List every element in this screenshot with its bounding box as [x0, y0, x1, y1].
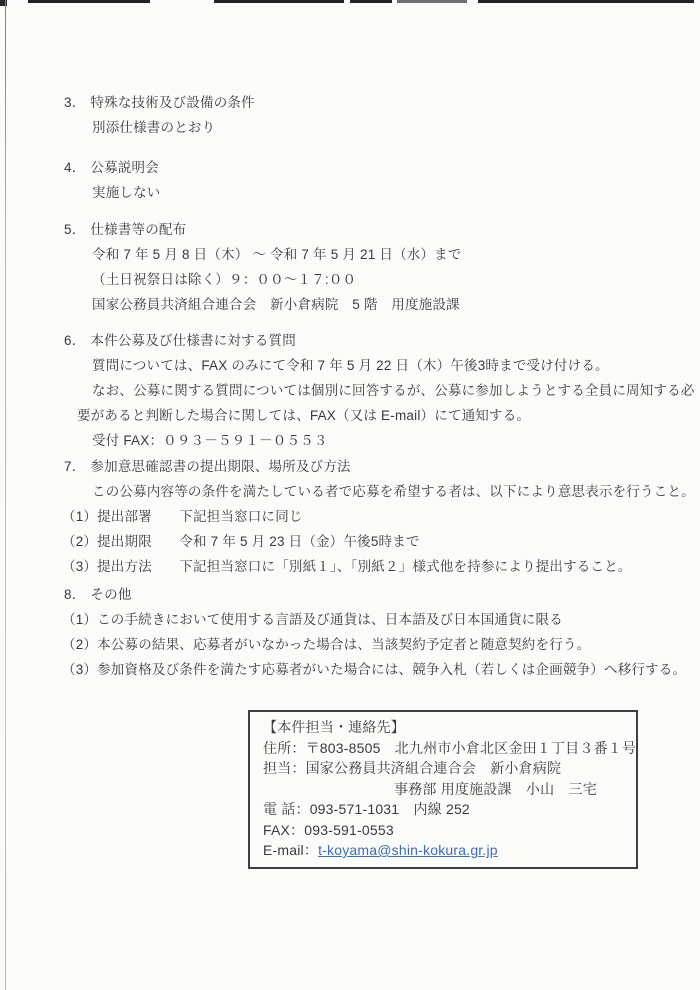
scan-edge-artifact-top	[350, 0, 392, 3]
section-number: 3．	[64, 95, 86, 110]
text-line: （2）本公募の結果、応募者がいなかった場合は、当該契約予定者と随意契約を行う。	[62, 637, 591, 652]
text-line: 受付 FAX：０９３－５９１－０５５３	[92, 433, 328, 448]
section-title: その他	[90, 587, 132, 602]
section-title: 特殊な技術及び設備の条件	[90, 95, 255, 110]
section-heading	[64, 582, 676, 607]
section-heading	[64, 217, 676, 242]
email-link[interactable]: t-koyama@shin-kokura.gr.jp	[318, 842, 498, 858]
text-line: （3）提出方法 下記担当窓口に「別紙１」、「別紙２」様式他を持参により提出すること。	[62, 559, 632, 574]
text-line: 令和 7 年 5 月 8 日（木） ～ 令和 7 年 5 月 21 日（水）まで	[92, 247, 462, 262]
text-line: 国家公務員共済組合連合会 新小倉病院 5 階 用度施設課	[92, 297, 460, 312]
text-line: （3）参加資格及び条件を満たす応募者がいた場合には、競争入札（若しくは企画競争）へ移行する。	[62, 662, 687, 677]
section-title: 本件公募及び仕様書に対する質問	[90, 333, 296, 348]
contact-email-line	[263, 840, 626, 861]
contact-email-label: E-mail：	[263, 842, 319, 858]
text-line: なお、公募に関する質問については個別に回答するが、公募に参加しようとする全員に周知する必	[92, 383, 695, 398]
contact-charge-dept: 事務部 用度施設課 小山 三宅	[394, 780, 597, 797]
text-line: （1）提出部署 下記担当窓口に同じ	[62, 509, 303, 524]
section-heading	[64, 454, 676, 479]
section-6	[64, 328, 695, 453]
text-line: この公募内容等の条件を満たしている者で応募を希望する者は、以下により意思表示を行うこと。	[92, 484, 695, 499]
section-title: 仕様書等の配布	[90, 222, 187, 237]
section-number: 4．	[64, 160, 86, 175]
contact-tel: 電 話：093-571-1031 内線 252	[263, 801, 470, 817]
section-3	[64, 90, 676, 140]
text-line: （1）この手続きにおいて使用する言語及び通貨は、日本語及び日本国通貨に限る	[62, 612, 563, 627]
section-number: 8．	[64, 587, 86, 602]
text-line: （土日祝祭日は除く）９：００～１７:００	[92, 272, 357, 287]
scan-edge-artifact-top	[397, 0, 467, 3]
section-title: 公募説明会	[90, 160, 159, 175]
text-line: 別添仕様書のとおり	[92, 120, 216, 135]
section-heading	[64, 328, 676, 353]
scan-edge-artifact-top	[478, 0, 694, 3]
contact-header: 【本件担当・連絡先】	[263, 719, 405, 735]
section-4	[64, 155, 676, 205]
section-7	[62, 454, 695, 579]
scan-edge-artifact-top	[28, 0, 150, 3]
section-5	[64, 217, 676, 317]
contact-fax: FAX：093-591-0553	[263, 821, 394, 838]
scan-edge-artifact-top	[214, 0, 344, 3]
contact-charge: 担当：国家公務員共済組合連合会 新小倉病院	[263, 760, 562, 776]
contact-box	[248, 710, 638, 869]
contact-address: 住所：〒803-8505 北九州市小倉北区金田１丁目３番１号	[263, 739, 637, 756]
text-line: 実施しない	[92, 185, 161, 200]
scan-edge-artifact-left	[5, 0, 6, 990]
text-line: （2）提出期限 令和 7 年 5 月 23 日（金）午後5時まで	[62, 534, 420, 549]
section-number: 6．	[64, 333, 86, 348]
text-line: 質問については、FAX のみにて令和 7 年 5 月 22 日（木）午後3時まで受け付ける。	[92, 358, 609, 373]
section-heading	[64, 90, 676, 115]
text-line: 要があると判断した場合に関しては、FAX（又は E-mail）にて通知する。	[77, 408, 531, 423]
section-number: 7．	[64, 459, 86, 474]
section-8	[62, 582, 687, 682]
section-number: 5．	[64, 222, 86, 237]
section-title: 参加意思確認書の提出期限、場所及び方法	[90, 459, 351, 474]
section-heading	[64, 155, 676, 180]
